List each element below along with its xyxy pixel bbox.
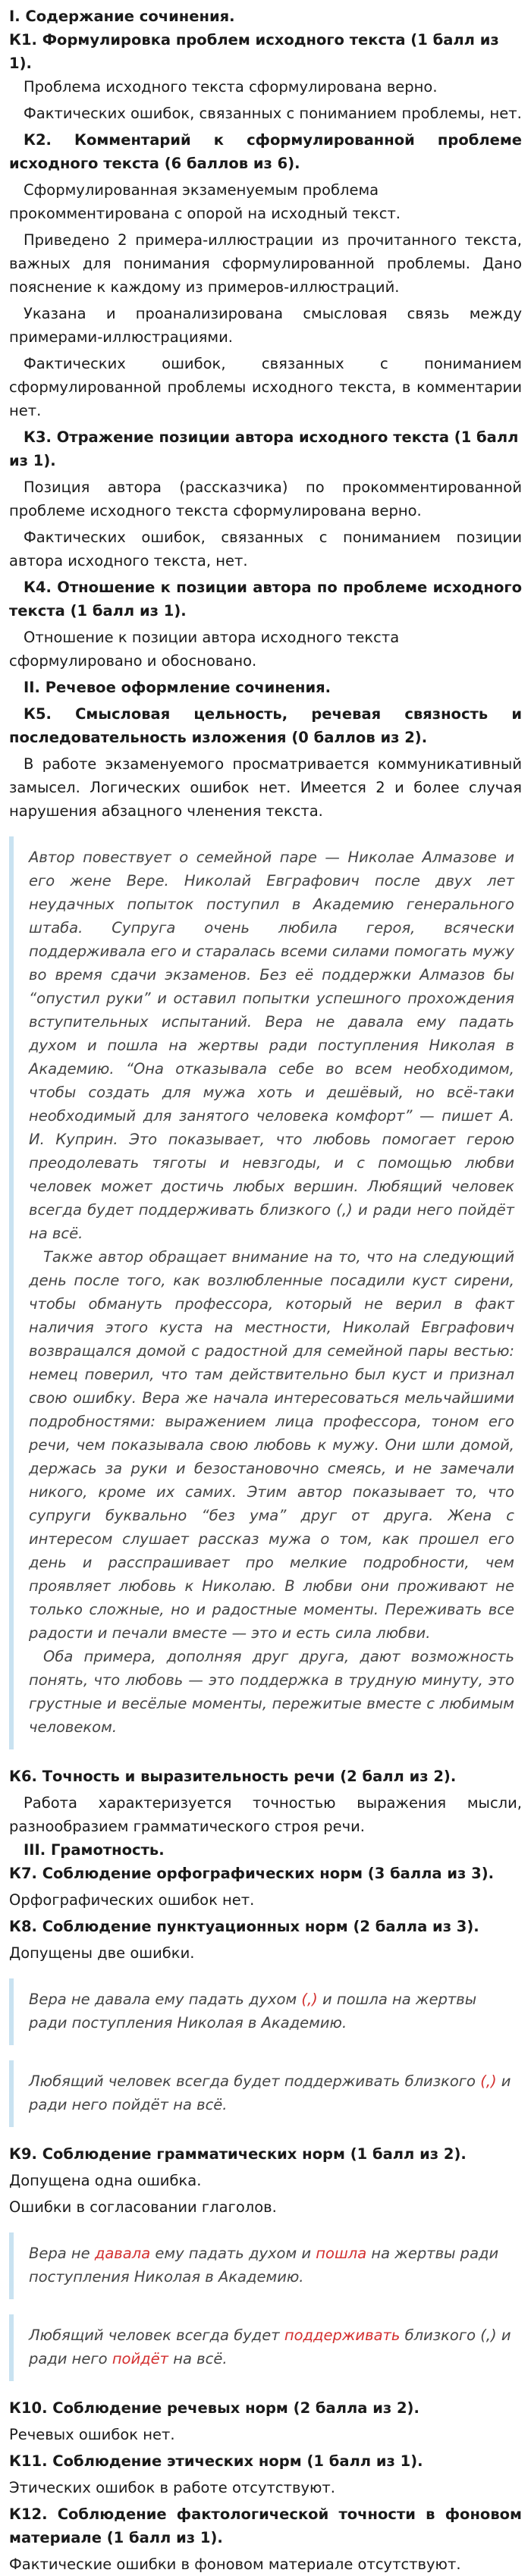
criterion-k3-text: Фактических ошибок, связанных с пониманием позиции автора исходного текста, нет. [9, 529, 522, 569]
criterion-k1-text: Проблема исходного текста сформулирована верно. [24, 78, 438, 96]
error-quote [9, 1978, 522, 2045]
section-title-literacy: III. Грамотность. [24, 1841, 165, 1859]
error-quote [9, 2314, 522, 2381]
essay-paragraph: Автор повествует о семейной паре — Николае Алмазове и его жене Вере. Николай Евграфович после двух лет неудачных попыток поступил в Академию генерального штаба. Супруга очень любила героя, всячески поддерживала его и старалась всеми силами помогать мужу во время сдачи экзаменов. Без её поддержки Алмазов бы “опустил руки” и оставил попытки успешного прохождения вступительных испытаний. Вера не давала ему падать духом и пошла на жертвы ради поступления Николая в Академию. “Она отказывала себе во всем необходимом, чтобы создать для мужа хоть и дешёвый, но всё-таки необходимый для занятого человека комфорт” — пишет А. И. Куприн. Это показывает, что любовь помогает герою преодолевать тяготы и невзгоды, и с помощью любви человек может достичь любых вершин. Любящий человек всегда будет поддерживать близкого (,) и ради него пойдёт на всё. [29, 849, 514, 1242]
quote-text: Любящий человек всегда будет [29, 2327, 284, 2344]
criterion-k10-heading: К10. Соблюдение речевых норм (2 балла из 2). [9, 2399, 419, 2417]
error-word: давала [94, 2245, 151, 2262]
error-quote [9, 2060, 522, 2127]
quote-text: на всё. [168, 2350, 228, 2367]
section-title-content: I. Содержание сочинения. [9, 8, 235, 25]
quote-text: Любящий человек всегда будет поддерживать близкого [29, 2072, 481, 2090]
quote-text: Вера не [29, 2245, 95, 2262]
criterion-k9-text: Допущена одна ошибка. [9, 2172, 202, 2189]
criterion-k2-text: Сформулированная экзаменуемым проблема прокомментирована с опорой на исходный текст. [9, 181, 401, 222]
error-word: поддерживать [284, 2327, 401, 2344]
criterion-k3-text: Позиция автора (рассказчика) по прокомментированной проблеме исходного текста сформулирована верно. [9, 478, 522, 519]
criterion-k9-heading: К9. Соблюдение грамматических норм (1 балл из 2). [9, 2145, 467, 2163]
criterion-k1-heading: К1. Формулировка проблем исходного текста (1 балл из 1). [9, 31, 499, 72]
criterion-k11-heading: К11. Соблюдение этических норм (1 балл из 1). [9, 2452, 423, 2470]
criterion-k7-heading: К7. Соблюдение орфографических норм (3 балла из 3). [9, 1865, 495, 1882]
criterion-k4-heading: К4. Отношение к позиции автора по проблеме исходного текста (1 балл из 1). [9, 579, 522, 620]
quote-text: Вера не давала ему падать духом [29, 1991, 302, 2008]
criterion-k9-text: Ошибки в согласовании глаголов. [9, 2198, 277, 2216]
quote-text: и ради него пойдёт на всё. [29, 2072, 511, 2113]
criterion-k5-text: В работе экзаменуемого просматривается коммуникативный замысел. Логических ошибок нет. Имеется 2 и более случая нарушения абзацного членения текста. [9, 755, 522, 820]
criterion-k7-text: Орфографических ошибок нет. [9, 1891, 255, 1909]
criterion-k10-text: Речевых ошибок нет. [9, 2426, 175, 2443]
criterion-k12-text: Фактические ошибки в фоновом материале отсутствуют. [9, 2556, 461, 2573]
section-title-speech: II. Речевое оформление сочинения. [24, 679, 331, 696]
quote-text: на жертвы ради поступления Николая в Академию. [29, 2245, 499, 2286]
criterion-k12-heading: К12. Соблюдение фактологической точности в фоновом материале (1 балл из 1). [9, 2505, 522, 2546]
error-word: пошла [316, 2245, 367, 2262]
criterion-k3-heading: К3. Отражение позиции автора исходного текста (1 балл из 1). [9, 428, 519, 469]
criterion-k2-heading: К2. Комментарий к сформулированной проблеме исходного текста (6 баллов из 6). [9, 131, 522, 172]
criterion-k11-text: Этических ошибок в работе отсутствуют. [9, 2479, 335, 2496]
error-word: пойдёт [112, 2350, 169, 2367]
criterion-k2-text: Фактических ошибок, связанных с пониманием сформулированной проблемы исходного текста, в комментарии нет. [9, 355, 522, 419]
quote-text: близкого (,) и ради него [29, 2327, 511, 2367]
criterion-k8-text: Допущены две ошибки. [9, 1944, 195, 1962]
criterion-k1-text: Фактических ошибок, связанных с пониманием проблемы, нет. [24, 105, 522, 122]
quote-text: ему падать духом и [150, 2245, 316, 2262]
error-mark: (,) [480, 2072, 497, 2090]
criterion-k2-text: Указана и проанализирована смысловая связь между примерами-иллюстрациями. [9, 305, 522, 346]
criterion-k8-heading: К8. Соблюдение пунктуационных норм (2 балла из 3). [9, 1918, 479, 1935]
essay-paragraph: Оба примера, дополняя друг друга, дают возможность понять, что любовь — это поддержка в трудную минуту, это грустные и весёлые моменты, пережитые вместе с любимым человеком. [29, 1648, 514, 1736]
error-mark: (,) [301, 1991, 318, 2008]
criterion-k4-text: Отношение к позиции автора исходного текста сформулировано и обосновано. [9, 629, 400, 670]
essay-paragraph: Также автор обращает внимание на то, что на следующий день после того, как возлюбленные посадили куст сирени, чтобы обмануть профессора, который не верил в факт наличия этого куста на местности, Николай Евграфович возвращался домой с радостной для семейной пары вестью: немец поверил, что там действительно был куст и признал свою ошибку. Вера же начала интересоваться мельчайшими подробностями: выражением лица профессора, тоном его речи, чем показывала свою любовь к мужу. Они шли домой, держась за руки и безостановочно смеясь, и не замечали никого, кроме их самих. Этим автор показывает то, что супруги буквально “без ума” друг от друга. Жена с интересом слушает рассказ мужа о том, как прошел его день и расспрашивает про мелкие подробности, чем проявляет любовь к Николаю. В любви они проживают не только сложные, но и радостные моменты. Переживать все радости и печали вместе — это и есть сила любви. [29, 1248, 514, 1642]
criterion-k5-heading: К5. Смысловая цельность, речевая связность и последовательность изложения (0 баллов из 2). [9, 705, 522, 746]
quote-text: и пошла на жертвы ради поступления Николая в Академию. [29, 1991, 477, 2032]
criterion-k6-heading: К6. Точность и выразительность речи (2 балл из 2). [9, 1768, 457, 1785]
criterion-k6-text: Работа характеризуется точностью выражения мысли, разнообразием грамматического строя речи. [9, 1794, 522, 1835]
essay-quote [9, 836, 522, 1749]
error-quote [9, 2232, 522, 2299]
criterion-k2-text: Приведено 2 примера-иллюстрации из прочитанного текста, важных для понимания сформулированной проблемы. Дано пояснение к каждому из примеров-иллюстраций. [9, 231, 522, 296]
